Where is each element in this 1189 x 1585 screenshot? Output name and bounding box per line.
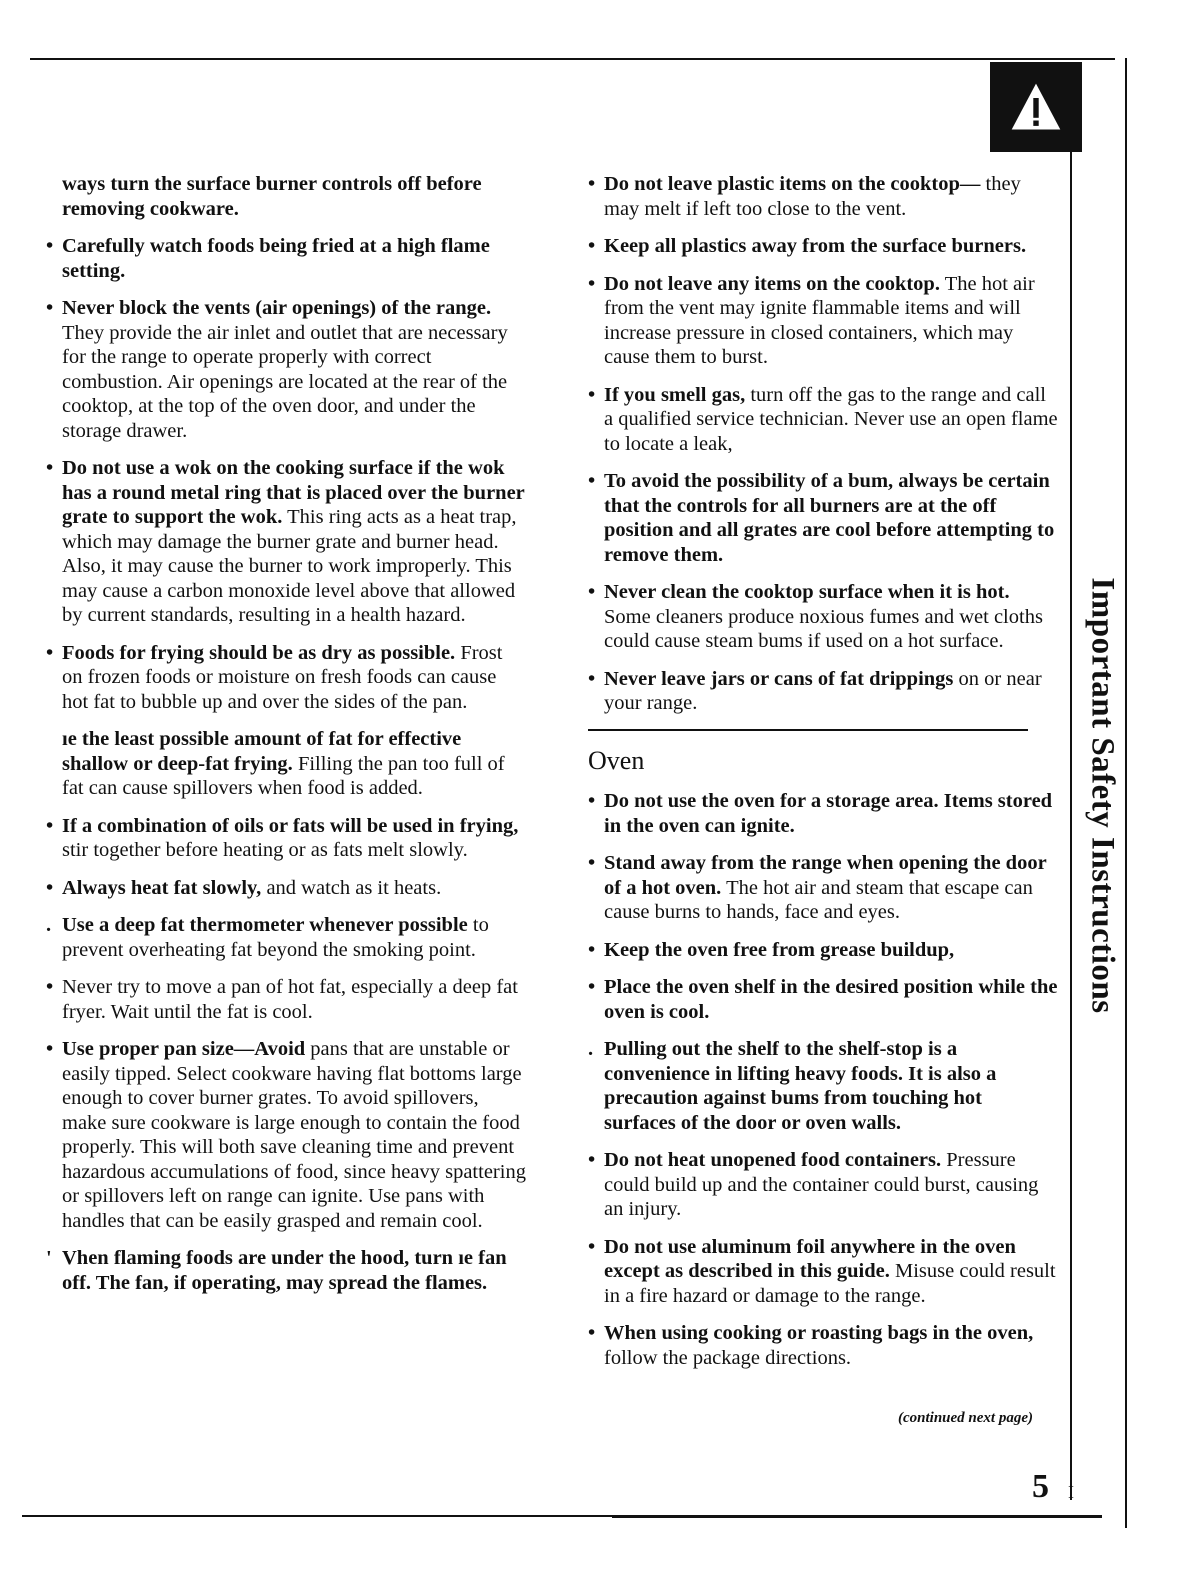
top-rule (30, 58, 1115, 60)
item-bold-text: Never leave jars or cans of fat drippings (604, 667, 954, 690)
continued-note: (continued next page) (898, 1410, 1033, 1426)
item-bold-text: If a combination of oils or fats will be used in frying, (62, 814, 519, 837)
bullet: • (46, 1038, 54, 1060)
item-bold-text: When using cooking or roasting bags in the oven, (604, 1322, 1034, 1344)
list-item (46, 1246, 526, 1295)
bullet: • (46, 641, 54, 664)
item-bold-text: ways turn the surface burner controls off before removing cookware. (62, 173, 482, 220)
item-bold-text: Do not use aluminum foil anywhere in the oven except as described in this guide. (604, 1235, 1016, 1282)
item-body-text: Frost on frozen foods or moisture on fresh foods can cause hot fat to bubble up and over the sides of the pan. (62, 641, 503, 713)
item-bold-text: Vhen flaming foods are under the hood, turn ıe fan off. The fan, if operating, may spread the flames. (62, 1247, 507, 1294)
list-item (588, 1235, 1058, 1309)
item-bold-text: Foods for frying should be as dry as possible. (62, 641, 456, 664)
item-bold-text: Carefully watch foods being fried at a high flame setting. (62, 235, 490, 282)
item-body-text: to prevent overheating fat beyond the smoking point. (62, 914, 489, 961)
page-mark: I (1068, 1482, 1074, 1502)
bullet: . (588, 1038, 594, 1060)
side-title-text: Important Safety Instructions (1084, 576, 1121, 1014)
item-body-text: The hot air from the vent may ignite flammable items and will increase pressure in closed containers, which may cause them to burst. (604, 272, 1035, 368)
list-item (46, 641, 526, 715)
bullet: • (588, 272, 596, 295)
bullet: • (46, 457, 54, 479)
list-item (588, 383, 1058, 457)
bullet: • (588, 1235, 596, 1258)
item-body-text: stir together before heating or as fats melt slowly. (62, 839, 468, 861)
list-item (588, 1148, 1058, 1222)
item-bold-text: Never clean the cooktop surface when it is hot. (604, 581, 1010, 603)
oven-list (588, 789, 1058, 1370)
item-body-text: pans that are unstable or easily tipped. Select cookware having flat bottoms large enough to cover burner grates. To avoid spillovers, make sure cookware is large enough to contain the food properly. This will both save cleaning time and prevent hazardous accumulations of food, since heavy spattering or spillovers left on range can ignite. Use pans with handles that can be easily grasped and remain cool. (62, 1038, 526, 1232)
bullet: • (588, 1149, 596, 1171)
list-item (588, 938, 1058, 963)
list-item (46, 296, 526, 443)
item-bold-text: Do not use the oven for a storage area. Items stored in the oven can ignite. (604, 790, 1053, 837)
list-item (46, 1037, 526, 1233)
item-body-text: They provide the air inlet and outlet that are necessary for the range to operate properly with correct combustion. Air openings are located at the rear of the cooktop, at the top of the oven door, and under the storage drawer. (62, 321, 508, 442)
right-column-top-list (588, 172, 1058, 716)
item-bold-text: Do not heat unopened food containers. (604, 1149, 942, 1171)
list-item (46, 913, 526, 962)
list-item (46, 456, 526, 628)
bullet: • (588, 976, 596, 998)
list-item (46, 975, 526, 1024)
list-item (588, 975, 1058, 1024)
item-bold-text: ıe the least possible amount of fat for effective shallow or deep-fat frying. (62, 728, 462, 775)
bullet: • (588, 852, 596, 874)
item-body-text: and watch as it heats. (261, 876, 442, 899)
item-bold-text: Do not leave plastic items on the cooktop— (604, 173, 981, 195)
list-item (588, 172, 1058, 221)
oven-heading: Oven (588, 745, 645, 775)
item-bold-text: Stand away from the range when opening the door of a hot oven. (604, 852, 1047, 899)
side-title (1082, 560, 1122, 1030)
bottom-rule-left (22, 1515, 612, 1517)
bullet: • (46, 297, 54, 319)
page-number: 5 (1032, 1468, 1049, 1505)
bullet: • (46, 235, 54, 257)
item-body-text: they may melt if left too close to the vent. (604, 173, 1021, 220)
list-item (588, 667, 1058, 716)
bullet: • (588, 173, 596, 195)
item-bold-text: Always heat fat slowly, (62, 876, 262, 899)
list-item (588, 851, 1058, 925)
item-body-text: turn off the gas to the range and call a qualified service technician. Never use an open flame to locate a leak, (604, 383, 1058, 455)
list-item (588, 272, 1058, 370)
item-bold-text: Keep the oven free from grease buildup, (604, 938, 955, 961)
bullet: • (588, 383, 596, 406)
item-bold-text: To avoid the possibility of a bum, always be certain that the controls for all burners are at the off position and all grates are cool before attempting to remove them. (604, 470, 1055, 566)
left-column (46, 172, 526, 1308)
item-body-text: follow the package directions. (604, 1346, 852, 1369)
item-bold-text: Use a deep fat thermometer whenever possible (62, 914, 468, 936)
section-divider (588, 729, 1028, 731)
bullet: • (588, 1322, 596, 1344)
list-item (588, 469, 1058, 567)
list-item (46, 172, 526, 221)
item-body-text: Filling the pan too full of fat can cause spillovers when food is added. (62, 752, 505, 799)
list-item (46, 727, 526, 801)
warning-triangle-icon (1009, 80, 1063, 134)
bullet: • (588, 470, 596, 492)
bullet: • (588, 790, 596, 812)
list-item (588, 580, 1058, 654)
item-body-text: Pressure could build up and the container could burst, causing an injury. (604, 1149, 1039, 1220)
item-bold-text: If you smell gas, (604, 383, 746, 406)
item-body-text: Misuse could result in a fire hazard or damage to the range. (604, 1260, 1056, 1307)
item-bold-text: Place the oven shelf in the desired position while the oven is cool. (604, 976, 1058, 1023)
item-bold-text: Never block the vents (air openings) of the range. (62, 297, 492, 319)
bullet: • (588, 667, 596, 690)
bullet: • (46, 976, 54, 998)
bottom-rule-right (612, 1515, 1102, 1518)
bullet: • (46, 876, 54, 899)
bullet: • (588, 581, 596, 603)
list-item (46, 876, 526, 901)
right-margin-line (1125, 58, 1127, 1528)
item-bold-text: Do not leave any items on the cooktop. (604, 272, 940, 295)
list-item (588, 234, 1058, 259)
bullet: • (588, 235, 596, 257)
right-column (588, 172, 1058, 1383)
list-item (588, 1321, 1058, 1370)
right-inner-line (1070, 150, 1072, 1500)
bullet: ' (46, 1247, 52, 1269)
warning-badge (990, 62, 1082, 152)
bullet: . (46, 914, 52, 936)
list-item (588, 789, 1058, 838)
item-body-text: on or near your range. (604, 667, 1042, 714)
item-bold-text: Use proper pan size—Avoid (62, 1038, 306, 1060)
item-body-text: This ring acts as a heat trap, which may damage the burner grate and burner head. Also, it may cause the burner to work improperly. This may cause a carbon monoxide level above that allowed by current standards, resulting in a health hazard. (62, 506, 517, 626)
list-item (46, 234, 526, 283)
list-item (46, 814, 526, 863)
item-body-text: Never try to move a pan of hot fat, especially a deep fat fryer. Wait until the fat is cool. (62, 976, 518, 1023)
bullet: • (588, 938, 596, 961)
item-bold-text: Pulling out the shelf to the shelf-stop is a convenience in lifting heavy foods. It is also a precaution against bums from touching hot surfaces of the door or oven walls. (604, 1038, 997, 1134)
item-body-text: Some cleaners produce noxious fumes and wet cloths could cause steam bums if used on a hot surface. (604, 605, 1043, 652)
item-bold-text: Keep all plastics away from the surface burners. (604, 235, 1027, 257)
item-bold-text: Do not use a wok on the cooking surface if the wok has a round metal ring that is placed over the burner grate to support the wok. (62, 457, 525, 528)
list-item (588, 1037, 1058, 1135)
item-body-text: The hot air and steam that escape can cause burns to hands, face and eyes. (604, 876, 1033, 923)
bullet: • (46, 814, 54, 837)
